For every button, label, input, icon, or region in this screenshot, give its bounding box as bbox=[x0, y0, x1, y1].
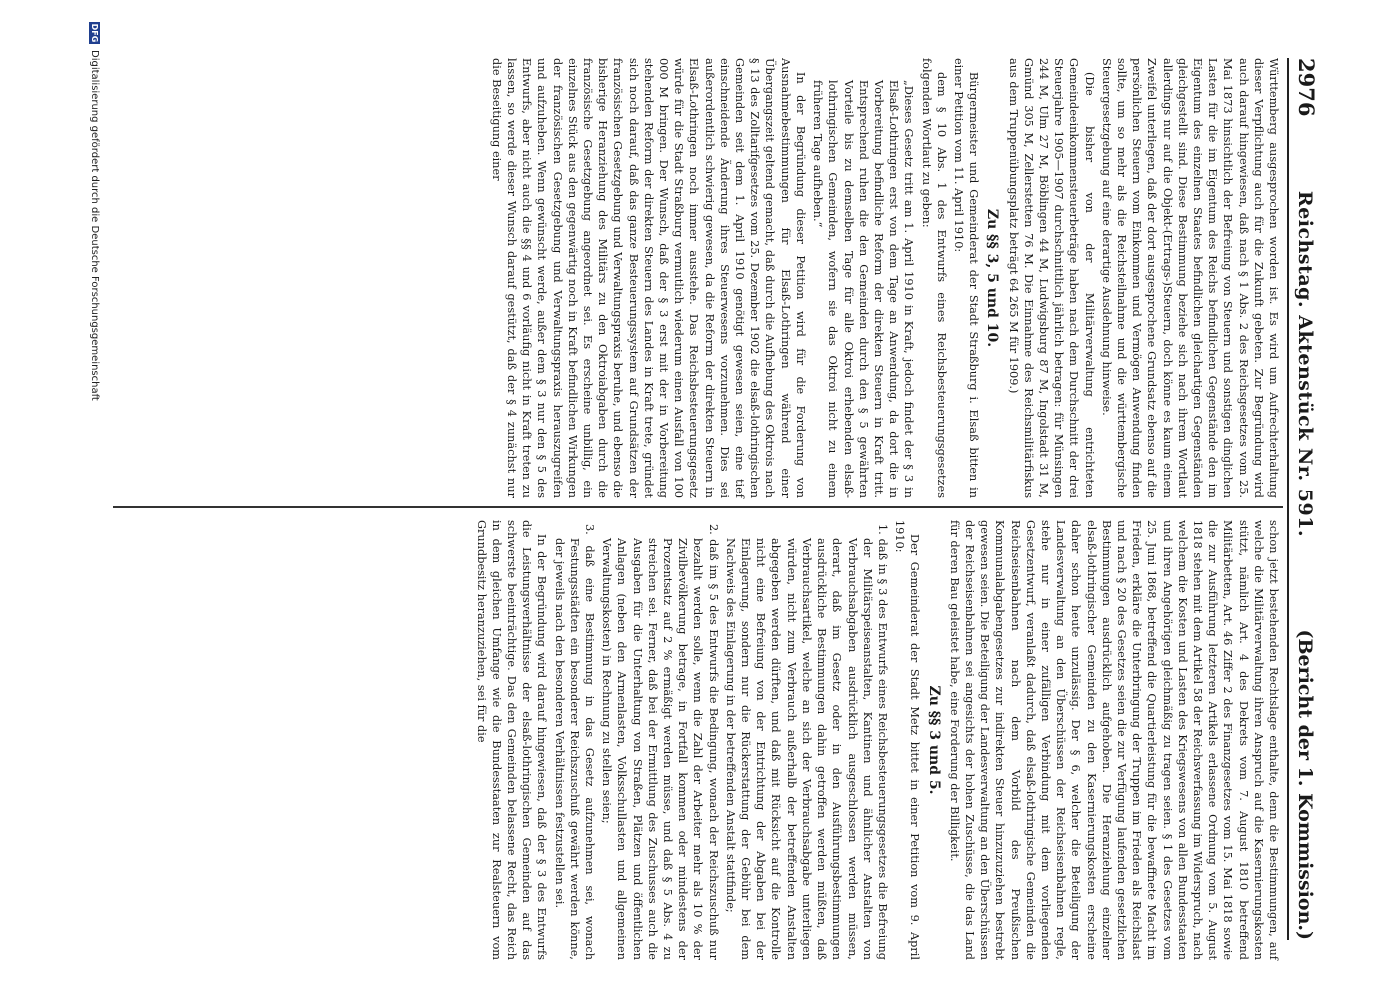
left-paragraph-3: Bürgermeister und Gemeinderat der Stadt Straßburg i. Elsaß bitten in einer Petition vom 11. April 1910: bbox=[951, 58, 981, 498]
right-paragraph-3: In der Begründung wird darauf hingewiesen, daß der § 3 des Entwurfs die Leistungsverhältnisse der elsaß-lothringischen Gemeinden auf das schwerste beeinträchtige. Das den Gemeinden belassene Recht, das Reich in dem gleichen Umfange wie die Bundesstaaten zur Realsteuern vom Grundbesitz heranzuziehen, sei für die bbox=[474, 520, 549, 960]
page-number: 2976 bbox=[1294, 58, 1319, 117]
section-heading-3-5-10: Zu §§ 3, 5 und 10. bbox=[984, 208, 1001, 348]
list-item-1: 1. daß in § 3 des Entwurfs eines Reichsbesteuerungsgesetzes die Befreiung der Militärspeiseanstalten, Kantinen und ähnlicher Anstalten von Verbrauchsabgaben ausdrücklich ausgeschlossen werden müssen, derart, daß im Gesetz oder in den Ausführungsbestimmungen ausdrückliche Bestimmungen dahin getroffen werden müßten, daß Verbrauchsartikel, welche an sich der Verbrauchsabgabe unterliegen würden, nicht zum Verbrauch außerhalb der betreffenden Anstalten abgegeben werden dürften, und daß mit Rücksicht auf die Kontrolle nicht eine Befreiung von der Entrichtung der Abgaben bei der Einlagerung, sondern nur die Rückerstattung der Gebühr bei dem Nachweis des Einlagerung in der betreffenden Anstalt stattfinde; bbox=[723, 524, 889, 960]
section-heading-3-5: Zu §§ 3 und 5. bbox=[925, 685, 942, 795]
list-item-3: 3. daß eine Bestimmung in das Gesetz aufzunehmen sei, wonach Festungsstädten ein besonderer Reichszuschuß gewährt werden könne, der jeweils nach den besonderen Verhältnissen festzustellen sei. bbox=[552, 524, 597, 960]
petition-quote: „Dieses Gesetz tritt am 1. April 1910 in Kraft, jedoch findet der § 3 in Elsaß-Lothringen erst von dem Tage an Anwendung, da dort die in Vorbereitung befindliche Reform der direkten Steuern in Kraft tritt. Entsprechend ruhen die den Gemeinden durch den § 5 gewährten Vorteile bis zu demselben Tage für alle Oktroi erhebenden elsaß-lothringischen Gemeinden, wofern sie das Oktroi nicht zu einem früheren Tage aufheben.“ bbox=[811, 80, 916, 498]
digitization-note: Digitalisierung gefördert durch die Deutsche Forschungsgemeinschaft bbox=[89, 50, 100, 401]
left-paragraph-5: In der Begründung dieser Petition wird für die Forderung von Ausnahmebestimmungen für Elsaß-Lothringen während einer Übergangszeit geltend gemacht, daß durch die Aufhebung des Oktrois nach § 13 des Zolltarifgesetzes vom 25. Dezember 1902 die elsaß-lothringischen Gemeinden seit dem 1. April 1910 genötigt gewesen seien, eine tief einschneidende Änderung ihres Steuerwesens vorzunehmen. Dies sei außerordentlich schwierig gewesen, da die Reform der direkten Steuern in Elsaß-Lothringen noch immer ausstehe. Das Reichsbesteuerungsgesetz würde für die Stadt Straßburg vermutlich wiederum einen Ausfall von 100 000 M bringen. Der Wunsch, daß der § 3 erst mit der in Vorbereitung stehenden Reform der direkten Steuern des Landes in Kraft trete, gründet sich noch darauf, daß das ganze Besteuerungssystem auf Grundsätzen der französischen Gesetzgebung und Verwaltungspraxis beruhe, und ebenso die bisherige Heranziehung des Militärs zu den Oktroiabgaben durch die französische Gesetzgebung angeordnet sei. Es erscheine unbillig, ein einzelnes Stück aus den gegenwärtig noch in Kraft befindlichen Wirkungen der französischen Gesetzgebung und Verwaltungspraxis herauszugreifen und aufzuheben. Wenn gewünscht werde, außer dem § 3 nur den § 5 des Entwurfs, aber nicht auch die §§ 4 und 6 vorläufig nicht in Kraft treten zu lassen, so werde dieser Wunsch darauf gestützt, daß der § 4 zunächst nur die Beseitigung einer bbox=[489, 58, 807, 498]
right-paragraph-1: schon jetzt bestehenden Rechtslage enthalte, denn die Bestimmungen, auf welche die Militärverwaltung ihren Anspruch auf die Kasernierungskosten stützt, nämlich Art. 4 des Dekrets vom 7. August 1810 betreffend Militärbetten, Art. 46 Ziffer 2 des Finanzgesetzes vom 15. Mai 1818 sowie die zur Ausführung letzteren Artikels erlassene Ordnung vom 5. August 1818 stehen mit dem Artikel 58 der Reichsverfassung im Widerspruch, nach welchem die Kosten und Lasten des Kriegswesens von allen Bundesstaaten und ihren Angehörigen gleichmäßig zu tragen seien. § 1 des Gesetzes vom 25. Juni 1868, betreffend die Quartierleistung für die bewaffnete Macht im Frieden, erkläre die Unterbringung der Truppen im Frieden als Reichslast und nach § 20 des Gesetzes seien die zur Verfügung laufenden gesetzlichen Bestimmungen ausdrücklich aufgehoben. Die Heranziehung einzelner elsaß-lothringischer Gemeinden zu den Kasernierungskosten erscheine daher schon heute unzulässig. Der § 6, welcher die Beteiligung der Landesverwaltung an den Überschüssen der Reichseisenbahnen regle, stehe nur in einer zufälligen Verbindung mit dem vorliegenden Gesetzentwurf, veranlaßt dadurch, daß elsaß-lothringische Gemeinden die Reichseisenbahnen nach dem Vorbild des Preußischen Kommunalabgabengesetzes zur indirekten Steuer hinzuzuziehen bestrebt gewesen seien. Die Beteiligung der Landesverwaltung an den Überschüssen der Reichseisenbahnen sei angesichts der hohen Zuschüsse, die das Land für deren Bau geleistet habe, eine Forderung der Billigkeit. bbox=[947, 520, 1280, 960]
digitization-footer bbox=[89, 22, 100, 922]
report-label: (Bericht der 1. Kommission.) bbox=[1294, 629, 1316, 940]
header-rule bbox=[1287, 58, 1289, 940]
list-item-2: 2. daß im § 5 des Entwurfs die Bedingung, wonach der Reichszuschuß nur bezahlt werden solle, wenn die Zahl der Arbeiter mehr als 10 % der Zivilbevölkerung betrage, in Fortfall kommen oder mindestens der Prozentsatz auf 2 % ermäßigt werden müsse, und daß § 5 Abs. 4 zu streichen sei. Ferner, daß bei der Ermittlung des Zuschusses auch die Ausgaben für die Unterhaltung von Straßen, Plätzen und öffentlichen Anlagen (neben den Armenlasten, Volksschullasten und allgemeinen Verwaltungskosten) in Rechnung zu stellen seien; bbox=[600, 524, 720, 960]
left-paragraph-4: dem § 10 Abs. 1 des Entwurfs eines Reichsbesteuerungsgesetzes folgenden Wortlaut zu geben: bbox=[919, 58, 948, 498]
page-title: Reichstag. Aktenstück Nr. 591. bbox=[1294, 190, 1316, 538]
right-paragraph-2: Der Gemeinderat der Stadt Metz bittet in einer Petition vom 9. April 1910: bbox=[893, 520, 922, 960]
right-column bbox=[471, 520, 1281, 960]
left-paragraph-2: (Die bisher von der Militärverwaltung entrichteten Gemeindeeinkommensteuerbeträge haben nach dem Durchschnitt der drei Steuerjahre 1905—1907 durchschnittlich jährlich betragen: für Münsingen 244 M, Ulm 27 M, Böblingen 44 M, Ludwigsburg 87 M, Ingolstadt 31 M, Gmünd 305 M, Zellerstetten 76 M. Die Einnahme des Reichsmilitärfiskus aus dem Truppenübungsplatz beträgt 64 265 M für 1909.) bbox=[1006, 58, 1096, 498]
left-column bbox=[487, 58, 1281, 498]
left-paragraph-1: Württemberg ausgesprochen worden ist. Es wird um Aufrechterhaltung dieser Verpflichtung auch für die Zukunft gebeten. Zur Begründung wird auch darauf hingewiesen, daß nach § 1 Abs. 2 des Reichsgesetzes vom 25. Mai 1873 hinsichtlich der Befreiung von Steuern und sonstigen dinglichen Lasten für die im Eigentum des Reichs befindlichen Gegenstände den im Eigentum des einzelnen Staates befindlichen gleichartigen Gegenständen gleichgestellt sind. Diese Bestimmung beziehe sich nach ihrem Wortlaut allerdings nur auf die Objekt-(Ertrags-)Steuern, doch könne es kaum einem Zweifel unterliegen, daß der dort ausgesprochene Grundsatz ebenso auf die persönlichen Steuern vom Einkommen und Vermögen Anwendung finden sollte, um so mehr als die Reichsteilnahme und die württembergische Steuergesetzgebung auf eine derartige Ausdehnung hinweise. bbox=[1099, 58, 1280, 498]
page-header bbox=[1293, 58, 1319, 940]
dfg-logo: DFG bbox=[90, 23, 99, 43]
column-divider bbox=[113, 506, 1283, 508]
